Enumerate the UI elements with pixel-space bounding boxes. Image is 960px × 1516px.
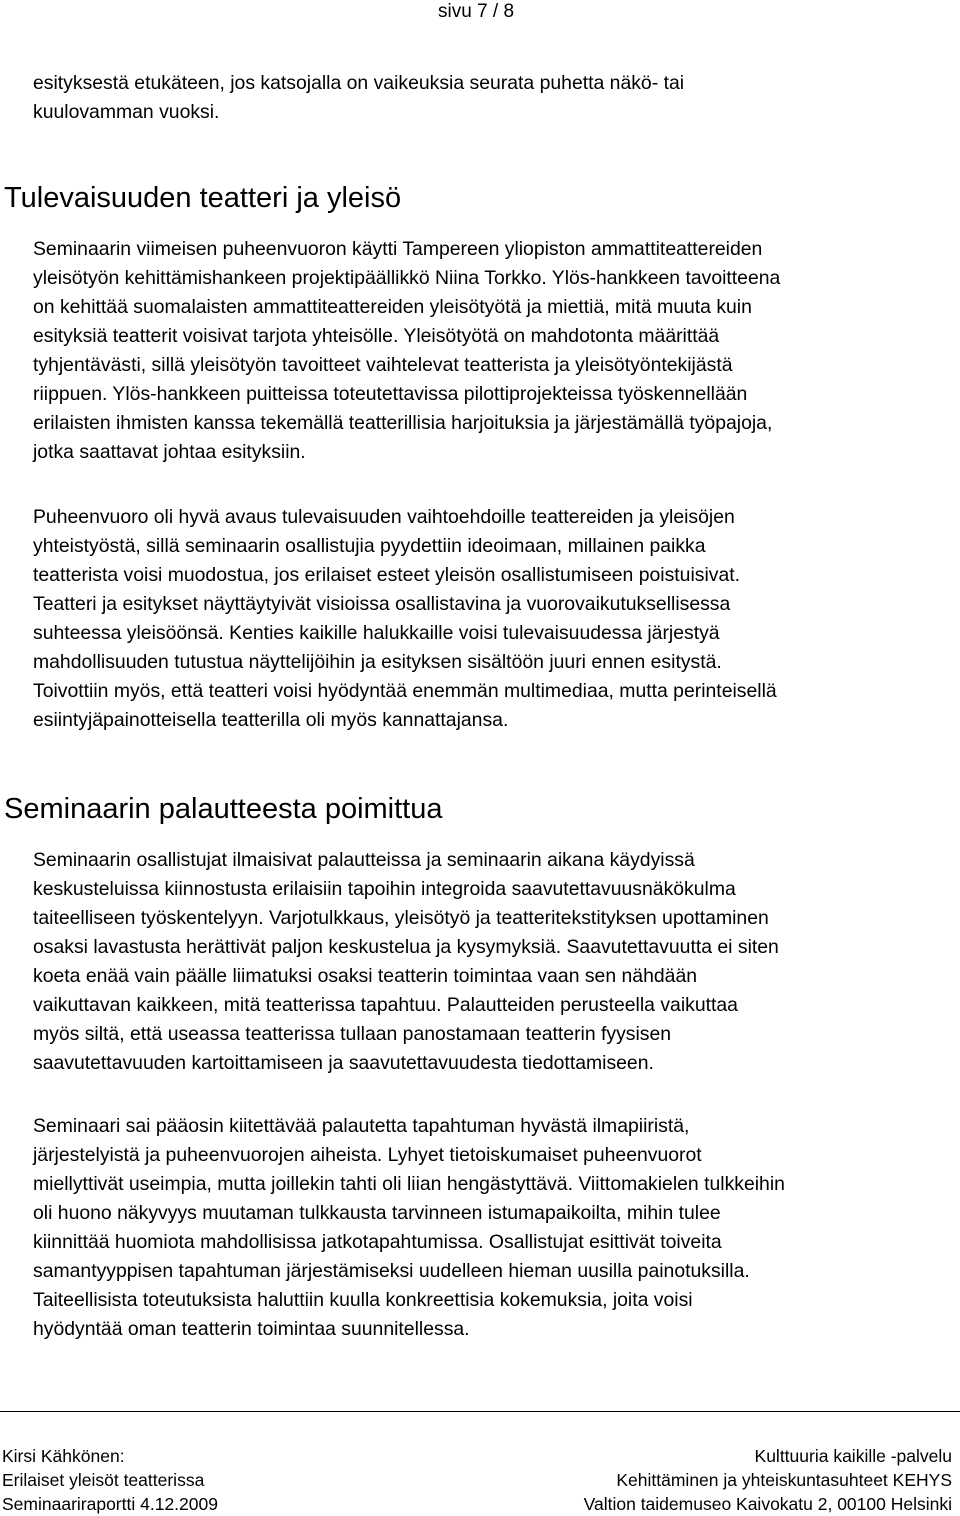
text-line: tyhjentävästi, sillä yleisötyön tavoitteet vaihtelevat teatterista ja yleisötyöntekijästä	[33, 354, 733, 376]
text-line: esityksiä teatterit voisivat tarjota yhteisölle. Yleisötyötä on mahdotonta määrittää	[33, 325, 720, 347]
text-line: riippuen. Ylös-hankkeen puitteissa toteutettavissa pilottiprojekteissa työskennellään	[33, 383, 748, 405]
footer-report-title: Erilaiset yleisöt teatterissa	[2, 1470, 205, 1490]
footer-report-date: Seminaariraportti 4.12.2009	[2, 1494, 218, 1514]
text-line: samantyyppisen tapahtuman järjestämiseksi uudelleen hieman uusilla painotuksilla.	[33, 1260, 750, 1282]
text-line: hyödyntää oman teatterin toimintaa suunnitellessa.	[33, 1318, 470, 1340]
text-line: kiinnittää huomiota mahdollisissa jatkotapahtumissa. Osallistujat esittivät toiveita	[33, 1231, 722, 1253]
text-line: yhteistyöstä, sillä seminaarin osallistujia pyydettiin ideoimaan, millainen paikka	[33, 535, 706, 557]
text-line: keskusteluissa kiinnostusta erilaisiin tapoihin integroida saavutettavuusnäkökulma	[33, 878, 736, 900]
section2-paragraph-2	[33, 1112, 960, 1344]
text-line: saavutettavuuden kartoittamiseen ja saavutettavuudesta tiedottamiseen.	[33, 1052, 654, 1074]
section-heading-feedback: Seminaarin palautteesta poimittua	[4, 793, 443, 825]
text-line: Seminaarin viimeisen puheenvuoron käytti Tampereen yliopiston ammattiteattereiden	[33, 238, 763, 260]
text-line: suhteessa yleisöönsä. Kenties kaikille halukkaille voisi tulevaisuudessa järjestyä	[33, 622, 720, 644]
text-line: kuulovamman vuoksi.	[33, 101, 220, 123]
text-line: Seminaari sai pääosin kiitettävää palautetta tapahtuman hyvästä ilmapiiristä,	[33, 1115, 690, 1137]
section2-paragraph-1	[33, 846, 960, 1078]
footer-organization-info	[584, 1444, 952, 1516]
section1-paragraph-1	[33, 235, 960, 467]
text-line: oli huono näkyvyys muutaman tulkkausta tarvinneen istumapaikoilta, mihin tulee	[33, 1202, 721, 1224]
text-line: yleisötyön kehittämishankeen projektipäällikkö Niina Torkko. Ylös-hankkeen tavoitteena	[33, 267, 781, 289]
text-line: vaikuttavan kaikkeen, mitä teatterissa tapahtuu. Palautteiden perusteella vaikuttaa	[33, 994, 738, 1016]
text-line: Taiteellisista toteutuksista haluttiin kuulla konkreettisia kokemuksia, joita voisi	[33, 1289, 693, 1311]
text-line: koeta enää vain päälle liimatuksi osaksi teatterin toimintaa vaan sen nähdään	[33, 965, 698, 987]
page-number: sivu 7 / 8	[438, 1, 515, 22]
section-heading-future-theatre: Tulevaisuuden teatteri ja yleisö	[4, 182, 402, 214]
text-line: Puheenvuoro oli hyvä avaus tulevaisuuden vaihtoehdoille teattereiden ja yleisöjen	[33, 506, 735, 528]
intro-paragraph	[33, 69, 960, 127]
text-line: mahdollisuuden tutustua näyttelijöihin ja esityksen sisältöön juuri ennen esitystä.	[33, 651, 722, 673]
text-line: Toivottiin myös, että teatteri voisi hyödyntää enemmän multimediaa, mutta perinteisellä	[33, 680, 777, 702]
text-line: jotka saattavat johtaa esityksiin.	[33, 441, 306, 463]
text-line: esityksestä etukäteen, jos katsojalla on vaikeuksia seurata puhetta näkö- tai	[33, 72, 685, 94]
text-line: on kehittää suomalaisten ammattiteattereiden yleisötyötä ja miettiä, mitä muuta kuin	[33, 296, 752, 318]
section1-paragraph-2	[33, 503, 960, 735]
text-line: Seminaarin osallistujat ilmaisivat palautteissa ja seminaarin aikana käydyissä	[33, 849, 695, 871]
footer-author: Kirsi Kähkönen:	[2, 1446, 125, 1466]
footer-service-name: Kulttuuria kaikille -palvelu	[754, 1446, 952, 1466]
footer-divider	[0, 1411, 960, 1412]
text-line: erilaisten ihmisten kanssa tekemällä teatterillisia harjoituksia ja järjestämällä työpajoja,	[33, 412, 773, 434]
text-line: esiintyjäpainotteisella teatterilla oli myös kannattajansa.	[33, 709, 509, 731]
text-line: miellyttivät useimpia, mutta joillekin tahti oli liian hengästyttävä. Viittomakielen tulkkeihin	[33, 1173, 785, 1195]
footer-address: Valtion taidemuseo Kaivokatu 2, 00100 Helsinki	[583, 1494, 952, 1514]
text-line: teatterista voisi muodostua, jos erilaiset esteet yleisön osallistumiseen poistuisivat.	[33, 564, 741, 586]
text-line: Teatteri ja esitykset näyttäytyivät visioissa osallistavina ja vuorovaikutuksellisessa	[33, 593, 731, 615]
footer-department: Kehittäminen ja yhteiskuntasuhteet KEHYS	[616, 1470, 952, 1490]
text-line: myös siltä, että useassa teatterissa tullaan panostamaan teatterin fyysisen	[33, 1023, 672, 1045]
text-line: osaksi lavastusta herättivät paljon keskustelua ja kysymyksiä. Saavutettavuutta ei siten	[33, 936, 779, 958]
footer-author-info	[2, 1444, 218, 1516]
text-line: taiteelliseen työskentelyyn. Varjotulkkaus, yleisötyö ja teatteritekstityksen upottaminen	[33, 907, 769, 929]
text-line: järjestelyistä ja puheenvuorojen aiheista. Lyhyet tietoiskumaiset puheenvuorot	[33, 1144, 702, 1166]
